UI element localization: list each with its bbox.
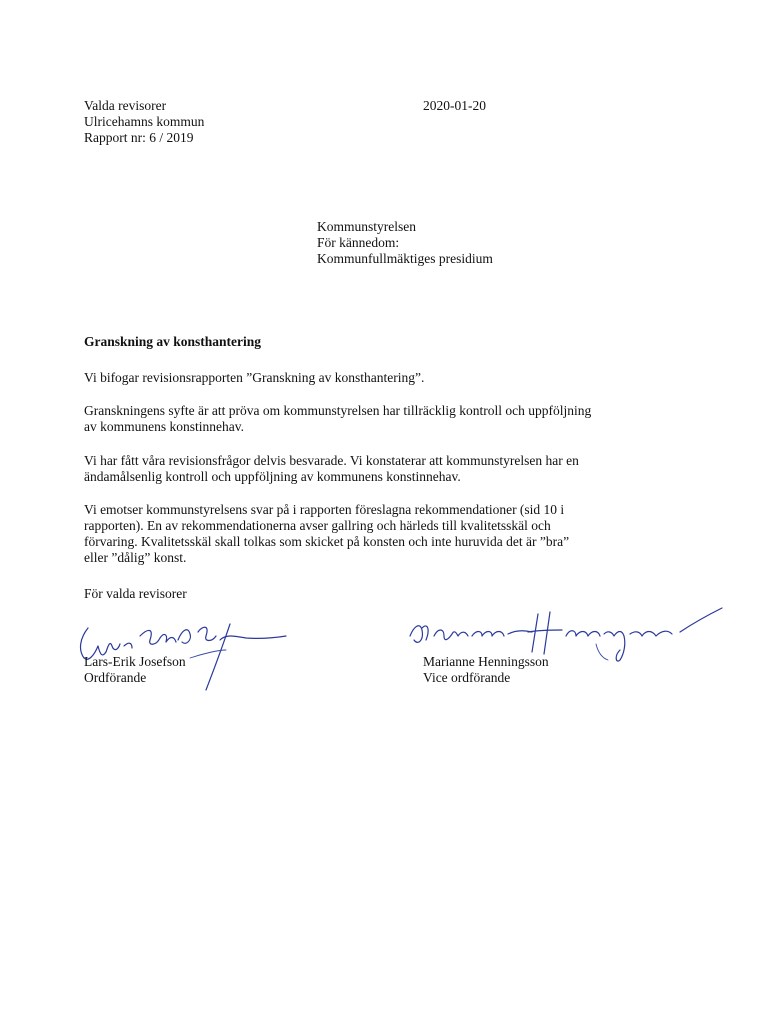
report-number: Rapport nr: 6 / 2019 xyxy=(84,130,194,145)
body-paragraph xyxy=(84,502,694,566)
body-paragraph xyxy=(84,403,694,435)
letter-date: 2020-01-20 xyxy=(423,98,486,113)
recipient-primary: Kommunstyrelsen xyxy=(317,219,416,234)
paragraph-line: förvaring. Kvalitetsskäl skall tolkas som skicket på konsten och inte huruvida det är ”bra” xyxy=(84,534,570,549)
signatory-title: Ordförande xyxy=(84,670,147,685)
signatory-name: Lars-Erik Josefson xyxy=(84,654,186,669)
paragraph-line: av kommunens konstinnehav. xyxy=(84,419,244,434)
paragraph-line: Vi emotser kommunstyrelsens svar på i rapporten föreslagna rekommendationer (sid 10 i xyxy=(84,502,565,517)
sender-name: Valda revisorer xyxy=(84,98,167,113)
closing-line: För valda revisorer xyxy=(84,586,187,601)
paragraph-line: ändamålsenlig kontroll och uppföljning av kommunens konstinnehav. xyxy=(84,469,461,484)
recipient-cc: Kommunfullmäktiges presidium xyxy=(317,251,493,266)
body-paragraph xyxy=(84,370,694,386)
letter-subject: Granskning av konsthantering xyxy=(84,334,262,349)
paragraph-line: eller ”dålig” konst. xyxy=(84,550,187,565)
recipient-cc-label: För kännedom: xyxy=(317,235,400,250)
signatory-1 xyxy=(84,654,186,686)
paragraph-line: Vi bifogar revisionsrapporten ”Granskning av konsthantering”. xyxy=(84,370,425,385)
signatory-2 xyxy=(423,654,549,686)
signatory-title: Vice ordförande xyxy=(423,670,511,685)
signatory-name: Marianne Henningsson xyxy=(423,654,549,669)
paragraph-line: Granskningens syfte är att pröva om kommunstyrelsen har tillräcklig kontroll och uppföljning xyxy=(84,403,592,418)
body-paragraph xyxy=(84,453,694,485)
sender-organisation: Ulricehamns kommun xyxy=(84,114,205,129)
paragraph-line: Vi har fått våra revisionsfrågor delvis besvarade. Vi konstaterar att kommunstyrelsen har en xyxy=(84,453,579,468)
paragraph-line: rapporten). En av rekommendationerna avser gallring och härleds till kvalitetsskäl och xyxy=(84,518,551,533)
recipient-block xyxy=(317,219,493,267)
sender-block xyxy=(84,98,204,146)
